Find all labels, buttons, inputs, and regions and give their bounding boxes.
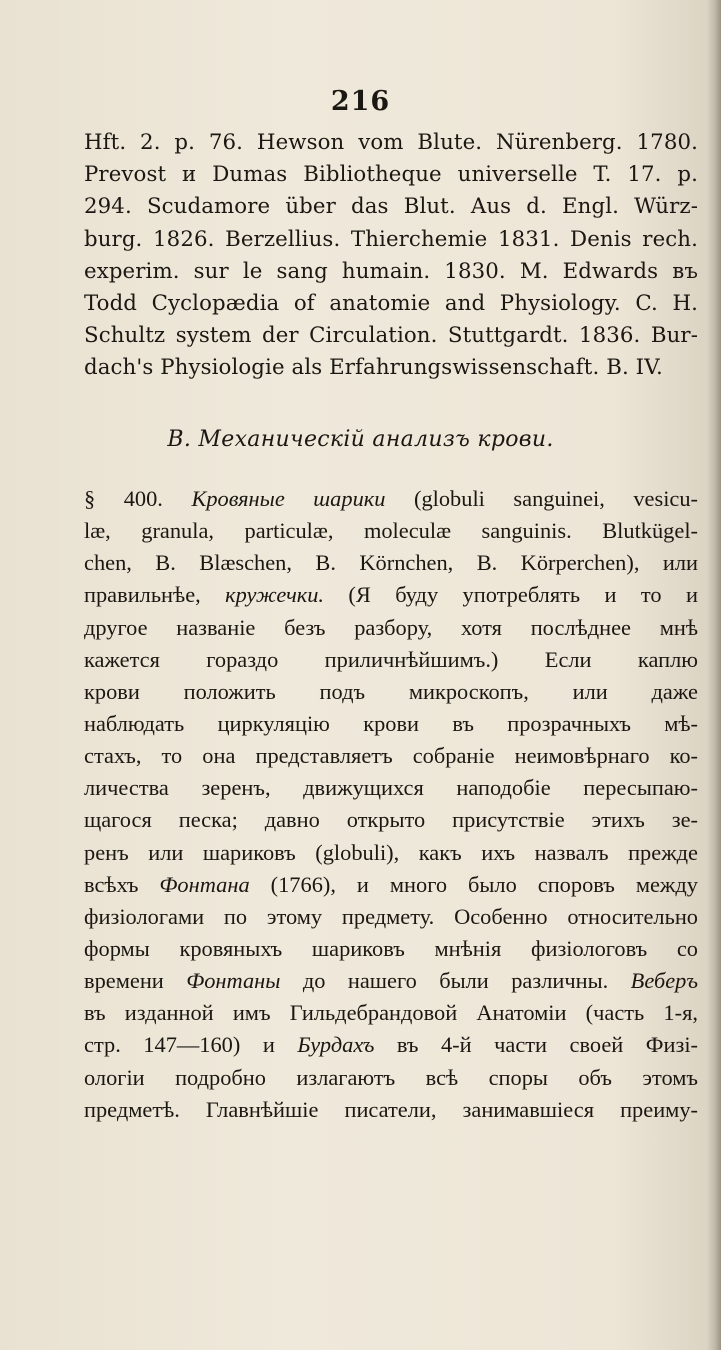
references-block	[84, 127, 698, 385]
line-text: правильнѣе,	[84, 582, 226, 608]
paragraph-400	[84, 483, 698, 1126]
paragraph-line: ренъ или шариковъ (globuli), какъ ихъ назвалъ прежде	[84, 839, 698, 865]
paragraph-line: крови положить подъ микроскопъ, или даже	[84, 678, 698, 704]
reference-line: Todd Cyclopædia of anatomie and Physiology. C. H.	[84, 290, 698, 316]
italic-term: кружечки.	[225, 582, 325, 608]
line-text: § 400.	[84, 486, 192, 511]
paragraph-line	[84, 1029, 698, 1061]
line-text: времени	[84, 968, 187, 994]
line-text: (Я буду употреблять и то и	[324, 582, 698, 608]
paragraph-line: формы кровяныхъ шариковъ мнѣнія физіологовъ со	[84, 935, 698, 961]
italic-term: Кровяные шарики	[191, 486, 386, 511]
paragraph-line: предметѣ. Главнѣйшіе писатели, занимавшіеся преиму-	[84, 1096, 698, 1122]
reference-line: Schultz system der Circulation. Stuttgardt. 1836. Bur-	[84, 323, 698, 349]
reference-line: Hft. 2. p. 76. Hewson vom Blute. Nürenberg. 1780.	[84, 130, 698, 155]
italic-term: Фонтаны	[186, 968, 281, 994]
reference-line: dach's Physiologie als Erfahrungswissenschaft. B. IV.	[84, 355, 663, 381]
paragraph-line: кажется гораздо приличнѣйшимъ.) Если каплю	[84, 646, 698, 672]
italic-term: Фонтана	[159, 871, 250, 897]
line-text: всѣхъ	[84, 871, 160, 897]
italic-term: Веберъ	[630, 968, 698, 994]
paragraph-line	[84, 965, 698, 997]
paragraph-line: стахъ, то она представляетъ собраніе неимовѣрнаго ко-	[84, 743, 698, 769]
line-text: (globuli sanguinei, vesicu-	[385, 486, 699, 511]
paragraph-line: личества зеренъ, движущихся наподобіе пересыпаю-	[84, 775, 698, 801]
reference-line: Prevost и Dumas Bibliotheque universelle T. 17. p.	[84, 162, 698, 188]
paragraph-line	[84, 869, 698, 901]
line-text: стр. 147—160) и	[84, 1032, 298, 1058]
line-text: (1766), и много было споровъ между	[249, 871, 698, 897]
italic-term: Бурдахъ	[297, 1032, 375, 1058]
line-text: въ 4-й части своей Физі-	[374, 1032, 698, 1058]
page-number: 216	[330, 86, 391, 117]
paragraph-line: физіологами по этому предмету. Особенно относительно	[84, 903, 698, 929]
paragraph-line: въ изданной имъ Гильдебрандовой Анатоміи (часть 1-я,	[84, 1000, 698, 1026]
paragraph-line: другое названіе безъ разбору, хотя послѣднее мнѣ	[84, 614, 698, 640]
reference-line: 294. Scudamore über das Blut. Aus d. Engl. Würz-	[84, 194, 698, 220]
reference-line: burg. 1826. Berzellius. Thierchemie 1831. Denis rech.	[84, 226, 698, 252]
paragraph-line: ологіи подробно излагаютъ всѣ споры объ этомъ	[84, 1064, 698, 1090]
section-heading: B. Механическій анализъ крови.	[167, 427, 554, 452]
paragraph-line: щагося песка; давно открыто присутствіе этихъ зе-	[84, 807, 698, 833]
page-edge-shadow	[707, 0, 721, 1350]
paragraph-line: læ, granula, particulæ, moleculæ sanguinis. Blutkügel-	[84, 518, 698, 544]
paragraph-line	[84, 483, 698, 515]
paragraph-line: chen, B. Blæschen, B. Körnchen, B. Körperchen), или	[84, 550, 698, 576]
paragraph-line	[84, 579, 698, 611]
reference-line: experim. sur le sang humain. 1830. M. Edwards въ	[84, 258, 698, 284]
paragraph-line: наблюдать циркуляцію крови въ прозрачныхъ мѣ-	[84, 710, 698, 736]
line-text: до нашего были различны.	[280, 968, 631, 994]
